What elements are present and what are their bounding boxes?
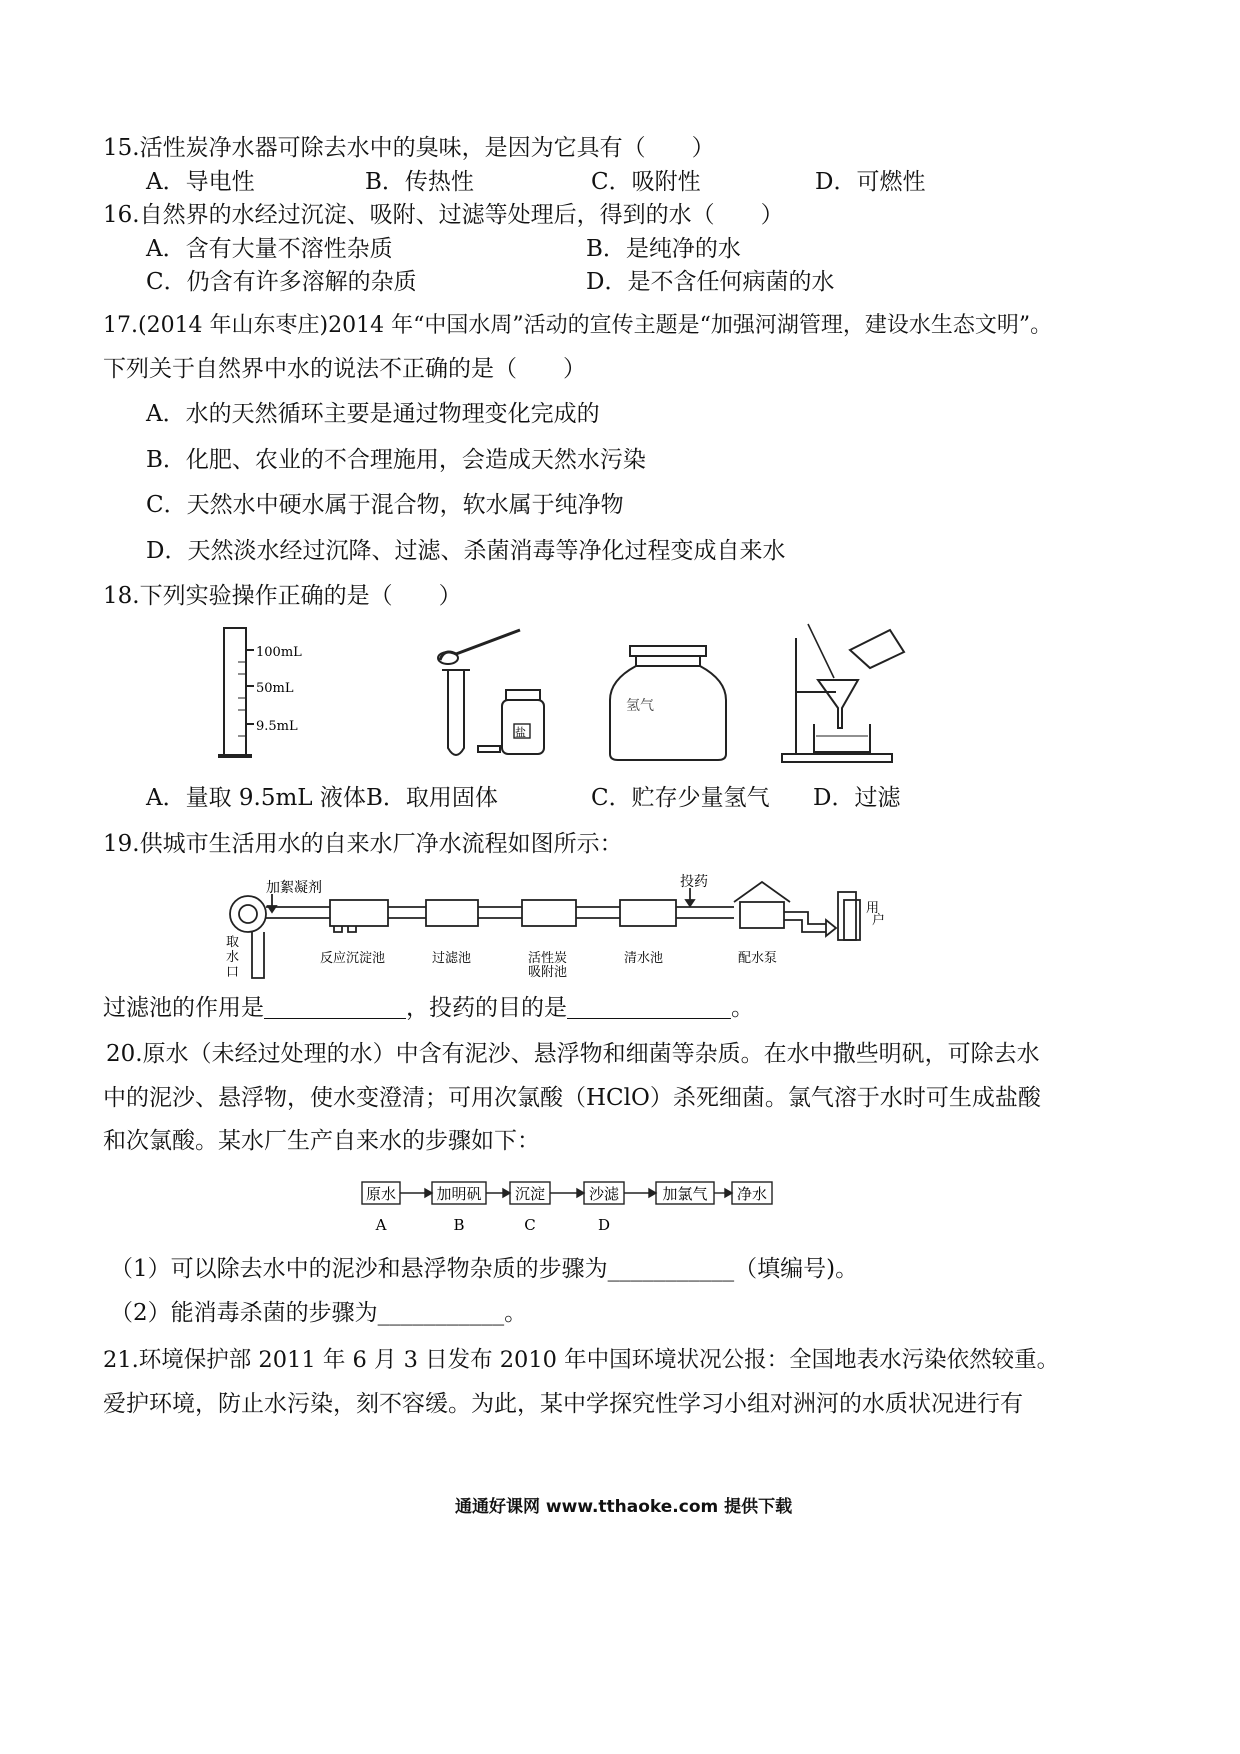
- stage-filter: 过滤池: [432, 951, 472, 966]
- q18-option-a: A．量取 9.5mL 液体: [146, 785, 366, 811]
- q19-end: 。: [731, 995, 754, 1021]
- user-label: 用户: [866, 901, 886, 928]
- graduated-cylinder-icon: [218, 628, 254, 756]
- flow-step-label: 沉淀: [514, 1185, 546, 1203]
- stage-carbon: 活性炭吸附池: [528, 951, 568, 980]
- q17-stem-line2: 下列关于自然界中水的说法不正确的是（ ）: [103, 356, 586, 382]
- q15-option-c: C．吸附性: [591, 169, 701, 195]
- flow-step-label: 加氯气: [662, 1185, 708, 1203]
- q16-option-c: C．仍含有许多溶解的杂质: [146, 269, 417, 295]
- q16-stem: 16.自然界的水经过沉淀、吸附、过滤等处理后，得到的水（ ）: [103, 202, 784, 228]
- flow-step-label: 原水: [365, 1185, 397, 1203]
- stage-clear-water: 清水池: [624, 951, 664, 966]
- flow-step-label: 加明矾: [436, 1185, 482, 1203]
- q20-sub2: （2）能消毒杀菌的步骤为___________。: [110, 1300, 528, 1326]
- filtration-setup-icon: [782, 624, 904, 762]
- q19-stem: 19.供城市生活用水的自来水厂净水流程如图所示：: [103, 831, 623, 857]
- gas-jar-label: 氢气: [626, 698, 654, 714]
- flow-arrowhead: [425, 1189, 432, 1197]
- stage-sedimentation: 反应沉淀池: [320, 951, 386, 966]
- coagulant-label: 加絮凝剂: [266, 880, 322, 896]
- q19-blank-2[interactable]: [567, 996, 731, 1019]
- q18-option-c: C．贮存少量氢气: [591, 785, 770, 811]
- cylinder-mark-50: 50mL: [256, 681, 294, 696]
- q15-option-b: B．传热性: [365, 169, 474, 195]
- q20-line2: 中的泥沙、悬浮物，使水变澄清；可用次氯酸（HClO）杀死细菌。氯气溶于水时可生成盐酸: [103, 1085, 1041, 1111]
- flow-arrowhead: [649, 1189, 656, 1197]
- q17-option-c: C．天然水中硬水属于混合物，软水属于纯净物: [146, 492, 624, 518]
- q17-option-a: A．水的天然循环主要是通过物理变化完成的: [146, 401, 600, 427]
- flow-step-letter: A: [375, 1216, 387, 1234]
- q19-blank-1[interactable]: [264, 996, 406, 1019]
- q20-line1: 20.原水（未经过处理的水）中含有泥沙、悬浮物和细菌等杂质。在水中撒些明矾，可除去水: [106, 1041, 1040, 1067]
- flow-step-letter: D: [597, 1216, 611, 1234]
- q20-line3: 和次氯酸。某水厂生产自来水的步骤如下：: [103, 1128, 540, 1154]
- flow-step-letter: C: [524, 1216, 536, 1234]
- q18-option-b: B．取用固体: [366, 785, 498, 811]
- water-treatment-diagram: [222, 874, 912, 994]
- q15-stem: 15.活性炭净水器可除去水中的臭味，是因为它具有（ ）: [103, 135, 715, 161]
- flow-step-letter: B: [453, 1216, 465, 1234]
- q19-part2: ，投药的目的是: [406, 995, 567, 1021]
- flow-arrowhead: [577, 1189, 584, 1197]
- q16-option-b: B．是纯净的水: [586, 236, 741, 262]
- flow-step-label: 沙滤: [588, 1185, 620, 1203]
- q17-option-b: B．化肥、农业的不合理施用，会造成天然水污染: [146, 447, 646, 473]
- q18-stem: 18.下列实验操作正确的是（ ）: [103, 583, 462, 609]
- q19-question: [103, 993, 754, 1023]
- solid-reagent-icon: [438, 630, 544, 755]
- q20-sub1: （1）可以除去水中的泥沙和悬浮物杂质的步骤为___________（填编号)。: [110, 1256, 859, 1282]
- q21-line1: 21.环境保护部 2011 年 6 月 3 日发布 2010 年中国环境状况公报：全国地表水污染依然较重。: [103, 1347, 1060, 1373]
- page-footer: 通通好课网 www.tthaoke.com 提供下载: [455, 1497, 793, 1517]
- q15-option-a: A．导电性: [146, 169, 255, 195]
- dosing-label: 投药: [680, 874, 708, 890]
- q19-part1: 过滤池的作用是: [103, 995, 264, 1021]
- intake-label: 取水口: [226, 935, 240, 980]
- stage-pump: 配水泵: [738, 951, 778, 966]
- flow-arrowhead: [503, 1189, 510, 1197]
- q18-option-d: D．过滤: [813, 785, 901, 811]
- q16-option-d: D．是不含任何病菌的水: [586, 269, 835, 295]
- q17-stem-line1: 17.(2014 年山东枣庄)2014 年“中国水周”活动的宣传主题是“加强河湖管理，建设水生态文明”。: [103, 313, 1053, 338]
- cylinder-mark-9-5: 9.5mL: [256, 719, 298, 734]
- flow-step-label: 净水: [736, 1185, 768, 1203]
- q18-figures: [210, 620, 930, 770]
- flow-arrowhead: [725, 1189, 732, 1197]
- cylinder-mark-100: 100mL: [256, 645, 302, 660]
- q16-option-a: A．含有大量不溶性杂质: [146, 236, 393, 262]
- bottle-label: 盐: [515, 726, 526, 739]
- q15-option-d: D．可燃性: [815, 169, 926, 195]
- q17-option-d: D．天然淡水经过沉降、过滤、杀菌消毒等净化过程变成自来水: [146, 538, 786, 564]
- q20-flowchart: [362, 1180, 878, 1240]
- q21-line2: 爱护环境，防止水污染，刻不容缓。为此，某中学探究性学习小组对洲河的水质状况进行有: [103, 1391, 1023, 1417]
